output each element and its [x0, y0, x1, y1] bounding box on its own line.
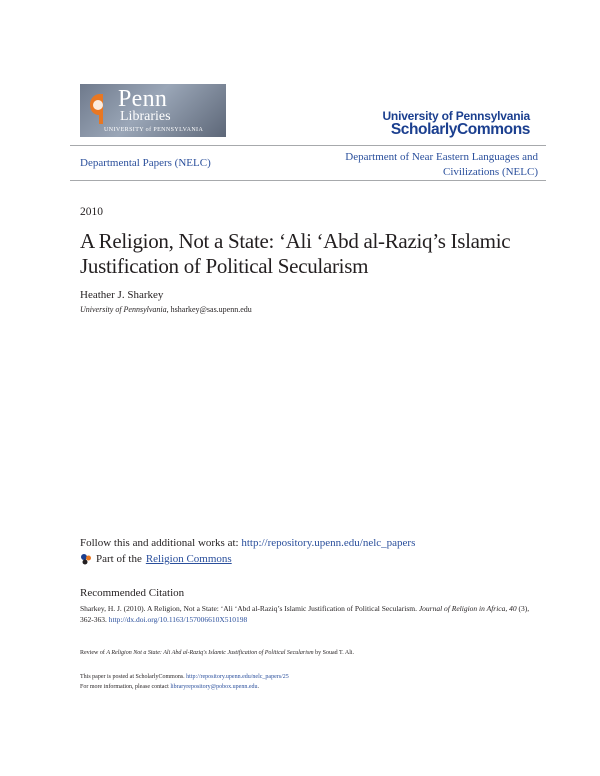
part-of-label: Part of the [96, 553, 142, 565]
publication-year: 2010 [80, 206, 103, 218]
author-email: , hsharkey@sas.upenn.edu [166, 305, 252, 314]
contact-label: For more information, please contact [80, 684, 171, 690]
author-affiliation [80, 305, 252, 314]
penn-libraries-logo[interactable] [80, 84, 226, 137]
citation-heading: Recommended Citation [80, 587, 185, 599]
article-title: A Religion, Not a State: ‘Ali ‘Abd al-Raziq’s Islamic Justification of Political Secularism [80, 229, 511, 278]
follow-label: Follow this and additional works at: [80, 537, 242, 549]
part-of-line [80, 553, 232, 565]
contact-end: . [257, 684, 259, 690]
penn-libraries-logo-icon [86, 92, 110, 126]
repository-university[interactable]: University of Pennsylvania [382, 109, 530, 123]
contact-email-link[interactable]: libraryrepository@pobox.upenn.edu [170, 684, 258, 690]
doi-link[interactable]: http://dx.doi.org/10.1163/157006610X510198 [108, 615, 248, 624]
header-divider-bottom [70, 180, 546, 181]
follow-line [80, 537, 415, 549]
department-link[interactable]: Department of Near Eastern Languages and Civilizations (NELC) [345, 151, 538, 178]
posted-label: This paper is posted at ScholarlyCommons. [80, 674, 187, 680]
series-link[interactable]: Departmental Papers (NELC) [80, 157, 211, 169]
repository-name[interactable]: ScholarlyCommons [390, 121, 530, 138]
review-prefix: Review of [80, 650, 107, 656]
contact-note [80, 684, 259, 690]
review-suffix: by Souad T. Ali. [313, 650, 355, 656]
header-divider-top [70, 145, 546, 146]
author-name: Heather J. Sharkey [80, 289, 164, 301]
logo-university-text: UNIVERSITY of PENNSYLVANIA [104, 127, 204, 133]
citation-volume: (3), 362-363. [80, 604, 530, 624]
posted-note [80, 674, 289, 680]
logo-libraries-text: Libraries [120, 109, 171, 124]
network-commons-icon [80, 553, 92, 565]
citation-text [80, 603, 540, 625]
paper-url-link[interactable]: http://repository.upenn.edu/nelc_papers/25 [186, 674, 289, 680]
citation-journal: Journal of Religion in Africa, 40 [418, 604, 517, 613]
collection-link[interactable]: http://repository.upenn.edu/nelc_papers [241, 537, 416, 549]
logo-penn-text: Penn [118, 86, 168, 112]
citation-body: Sharkey, H. J. (2010). A Religion, Not a State: ‘Ali ‘Abd al-Raziq’s Islamic Justification of Political Secularism. [80, 604, 419, 613]
review-title: A Religion Not a State: Ali Abd al-Raziq's Islamic Justification of Political Secularism [106, 650, 314, 656]
affiliation-name: University of Pennsylvania [80, 305, 167, 314]
review-note [80, 650, 354, 656]
religion-commons-link[interactable]: Religion Commons [145, 553, 232, 565]
